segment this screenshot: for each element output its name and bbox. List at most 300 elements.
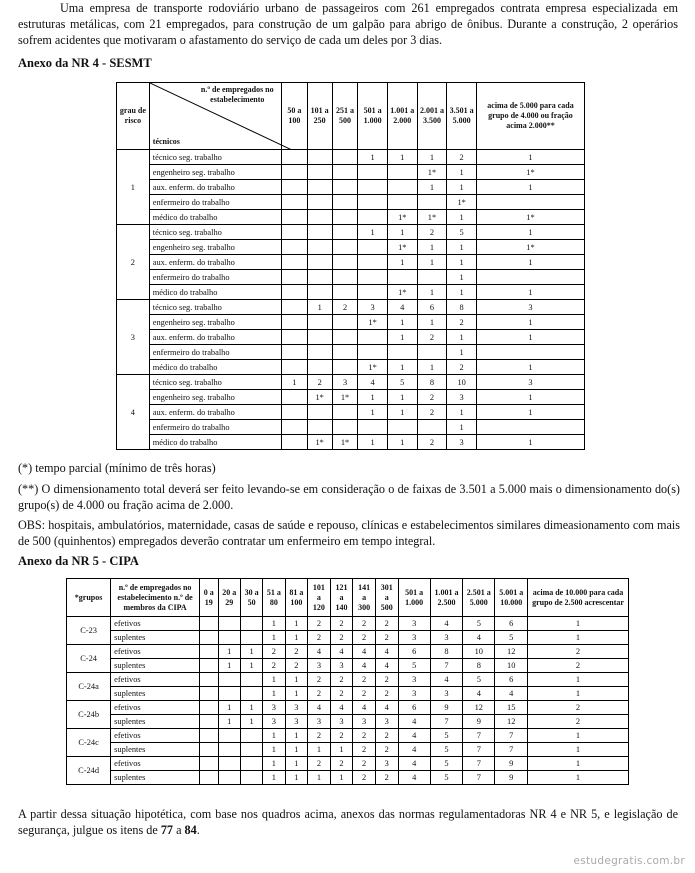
value-cell: 12 [495, 645, 528, 659]
value-cell: 3 [375, 757, 398, 771]
value-cell: 3 [285, 701, 308, 715]
value-cell: 1 [307, 300, 332, 315]
value-cell: 9 [430, 701, 462, 715]
value-cell: 10 [463, 645, 495, 659]
value-cell: 3 [330, 659, 353, 673]
tecnico-cell: engenheiro seg. trabalho [149, 165, 281, 180]
sesmt-col-header: acima de 5.000 para cada grupo de 4.000 ou fração acima 2.000** [476, 83, 584, 150]
value-cell [282, 240, 307, 255]
value-cell [218, 729, 240, 743]
grupo-cell: C-23 [67, 617, 111, 645]
value-cell [282, 255, 307, 270]
value-cell: 4 [495, 687, 528, 701]
value-cell: 1 [447, 285, 477, 300]
value-cell [200, 617, 219, 631]
value-cell: 1 [240, 701, 262, 715]
value-cell [240, 687, 262, 701]
value-cell: 15 [495, 701, 528, 715]
value-cell: 1 [240, 645, 262, 659]
value-cell: 4 [387, 300, 417, 315]
value-cell [358, 195, 388, 210]
value-cell: 1 [476, 315, 584, 330]
value-cell: 1 [476, 435, 584, 450]
value-cell: 6 [417, 300, 447, 315]
value-cell: 1 [417, 180, 447, 195]
tecnico-cell: técnico seg. trabalho [149, 150, 281, 165]
value-cell: 1 [285, 617, 308, 631]
value-cell: 1 [285, 729, 308, 743]
value-cell: 5 [430, 743, 462, 757]
value-cell: 1 [528, 687, 629, 701]
value-cell: 1 [285, 673, 308, 687]
value-cell [307, 150, 332, 165]
grau-cell: 2 [117, 225, 150, 300]
membros-cell: suplentes [111, 743, 200, 757]
value-cell [307, 210, 332, 225]
value-cell: 3 [353, 715, 376, 729]
value-cell [282, 405, 307, 420]
cipa-col-header: 501 a 1.000 [398, 579, 430, 617]
value-cell: 1 [285, 743, 308, 757]
grau-cell: 4 [117, 375, 150, 450]
value-cell [387, 195, 417, 210]
value-cell [307, 360, 332, 375]
value-cell [332, 150, 357, 165]
value-cell [218, 743, 240, 757]
value-cell: 1 [330, 771, 353, 785]
value-cell: 1 [263, 743, 285, 757]
sesmt-row [117, 240, 585, 255]
value-cell [282, 180, 307, 195]
value-cell: 4 [358, 375, 388, 390]
value-cell: 2 [528, 645, 629, 659]
value-cell [200, 659, 219, 673]
value-cell: 1 [358, 405, 388, 420]
value-cell: 8 [463, 659, 495, 673]
sesmt-col-header: 50 a 100 [282, 83, 307, 150]
value-cell: 1 [285, 757, 308, 771]
value-cell: 8 [417, 375, 447, 390]
membros-cell: suplentes [111, 659, 200, 673]
value-cell: 1 [387, 390, 417, 405]
value-cell [282, 330, 307, 345]
value-cell [358, 330, 388, 345]
value-cell: 2 [353, 631, 376, 645]
value-cell: 2 [308, 729, 331, 743]
cipa-col-header: 0 a 19 [200, 579, 219, 617]
value-cell: 4 [330, 701, 353, 715]
tecnico-cell: médico do trabalho [149, 285, 281, 300]
value-cell: 3 [476, 375, 584, 390]
value-cell: 5 [430, 771, 462, 785]
value-cell: 4 [375, 659, 398, 673]
membros-cell: efetivos [111, 645, 200, 659]
tecnico-cell: engenheiro seg. trabalho [149, 240, 281, 255]
value-cell [307, 240, 332, 255]
value-cell [387, 180, 417, 195]
value-cell: 1 [263, 729, 285, 743]
cipa-row [67, 659, 629, 673]
value-cell [476, 195, 584, 210]
diag-top-label: n.º de empregados no estabelecimento [200, 85, 274, 104]
value-cell: 1* [476, 210, 584, 225]
value-cell: 2 [528, 659, 629, 673]
watermark: estudegratis.com.br [573, 855, 685, 867]
value-cell: 1 [476, 285, 584, 300]
value-cell [307, 255, 332, 270]
value-cell: 2 [417, 390, 447, 405]
outro-period: . [196, 823, 200, 837]
value-cell [476, 345, 584, 360]
value-cell: 3 [308, 659, 331, 673]
membros-cell: suplentes [111, 687, 200, 701]
sesmt-col-header: 3.501 a 5.000 [447, 83, 477, 150]
value-cell: 4 [398, 771, 430, 785]
value-cell [307, 180, 332, 195]
value-cell: 1 [387, 315, 417, 330]
value-cell [387, 345, 417, 360]
grau-cell: 1 [117, 150, 150, 225]
value-cell [200, 687, 219, 701]
cipa-col-header: 51 a 80 [263, 579, 285, 617]
value-cell: 1* [387, 210, 417, 225]
outro-text: A partir dessa situação hipotética, com base nos quadros acima, anexos das normas regulamentadoras NR 4 e NR 5, e legislação de segurança, julgue os itens de [18, 807, 678, 837]
value-cell [240, 673, 262, 687]
cipa-row [67, 673, 629, 687]
value-cell [200, 701, 219, 715]
value-cell: 2 [375, 729, 398, 743]
sesmt-row [117, 420, 585, 435]
sesmt-row [117, 330, 585, 345]
value-cell: 4 [398, 729, 430, 743]
value-cell: 1 [476, 390, 584, 405]
value-cell: 2 [330, 687, 353, 701]
value-cell: 8 [430, 645, 462, 659]
value-cell: 1 [476, 255, 584, 270]
tecnico-cell: aux. enferm. do trabalho [149, 330, 281, 345]
value-cell: 3 [263, 701, 285, 715]
value-cell [307, 270, 332, 285]
value-cell [332, 285, 357, 300]
value-cell: 4 [308, 701, 331, 715]
sesmt-row [117, 165, 585, 180]
value-cell: 2 [330, 631, 353, 645]
value-cell: 1 [528, 771, 629, 785]
value-cell [282, 195, 307, 210]
value-cell [332, 195, 357, 210]
value-cell: 1 [417, 255, 447, 270]
value-cell: 2 [353, 743, 376, 757]
value-cell: 1 [308, 771, 331, 785]
value-cell: 1 [240, 715, 262, 729]
value-cell: 1 [263, 757, 285, 771]
value-cell: 1 [447, 240, 477, 255]
value-cell: 12 [463, 701, 495, 715]
value-cell: 2 [263, 659, 285, 673]
cipa-row [67, 715, 629, 729]
value-cell: 7 [463, 729, 495, 743]
value-cell: 3 [263, 715, 285, 729]
value-cell: 2 [375, 673, 398, 687]
value-cell: 1 [476, 330, 584, 345]
value-cell: 4 [375, 701, 398, 715]
cipa-row [67, 701, 629, 715]
value-cell: 2 [353, 729, 376, 743]
value-cell [282, 165, 307, 180]
value-cell: 2 [528, 701, 629, 715]
grau-cell: 3 [117, 300, 150, 375]
value-cell: 2 [308, 617, 331, 631]
value-cell: 1 [417, 150, 447, 165]
value-cell [282, 150, 307, 165]
value-cell: 1 [358, 150, 388, 165]
value-cell: 2 [308, 673, 331, 687]
tecnico-cell: enfermeiro do trabalho [149, 195, 281, 210]
value-cell: 5 [463, 673, 495, 687]
sesmt-row [117, 405, 585, 420]
value-cell: 3 [398, 617, 430, 631]
sesmt-row [117, 255, 585, 270]
note-obs: OBS: hospitais, ambulatórios, maternidade, casas de saúde e repouso, clínicas e estabelecimentos similares dimeasionamento com mais de 500 (quinhentos) empregados deverão contratar um enfermeiro em tempo integral. [18, 518, 680, 548]
value-cell: 1 [476, 360, 584, 375]
value-cell: 5 [430, 757, 462, 771]
value-cell: 1 [447, 180, 477, 195]
value-cell [332, 420, 357, 435]
value-cell: 2 [417, 435, 447, 450]
sesmt-row [117, 150, 585, 165]
value-cell [332, 210, 357, 225]
value-cell: 1 [330, 743, 353, 757]
value-cell [282, 315, 307, 330]
value-cell: 2 [308, 757, 331, 771]
sesmt-row [117, 435, 585, 450]
value-cell [332, 330, 357, 345]
value-cell [200, 743, 219, 757]
value-cell: 4 [353, 645, 376, 659]
sesmt-row [117, 375, 585, 390]
value-cell: 1 [417, 240, 447, 255]
tecnico-cell: técnico seg. trabalho [149, 225, 281, 240]
value-cell [358, 420, 388, 435]
tecnico-cell: médico do trabalho [149, 360, 281, 375]
sesmt-row [117, 390, 585, 405]
value-cell: 4 [353, 659, 376, 673]
value-cell: 1 [476, 180, 584, 195]
grupo-cell: C-24a [67, 673, 111, 701]
value-cell [200, 631, 219, 645]
value-cell: 3 [398, 631, 430, 645]
cipa-col-header: 101 a 120 [308, 579, 331, 617]
value-cell: 1 [358, 390, 388, 405]
tecnico-cell: médico do trabalho [149, 435, 281, 450]
value-cell [282, 360, 307, 375]
value-cell [218, 757, 240, 771]
value-cell: 2 [375, 687, 398, 701]
value-cell: 4 [398, 743, 430, 757]
value-cell: 1* [307, 390, 332, 405]
cipa-row [67, 687, 629, 701]
sesmt-row [117, 195, 585, 210]
sesmt-col-header: 251 a 500 [332, 83, 357, 150]
value-cell: 4 [398, 715, 430, 729]
value-cell: 3 [430, 687, 462, 701]
value-cell [307, 420, 332, 435]
sesmt-row [117, 180, 585, 195]
cipa-col-header: acima de 10.000 para cada grupo de 2.500 acrescentar [528, 579, 629, 617]
value-cell: 2 [353, 771, 376, 785]
value-cell: 1 [387, 225, 417, 240]
value-cell [307, 225, 332, 240]
value-cell: 2 [528, 715, 629, 729]
value-cell: 1 [282, 375, 307, 390]
value-cell [332, 165, 357, 180]
value-cell [387, 165, 417, 180]
value-cell [417, 270, 447, 285]
value-cell [358, 210, 388, 225]
value-cell: 1 [387, 360, 417, 375]
value-cell: 2 [375, 743, 398, 757]
value-cell: 12 [495, 715, 528, 729]
tecnico-cell: enfermeiro do trabalho [149, 270, 281, 285]
value-cell: 8 [447, 300, 477, 315]
value-cell [417, 195, 447, 210]
cipa-row [67, 771, 629, 785]
value-cell: 7 [463, 757, 495, 771]
value-cell: 1 [308, 743, 331, 757]
value-cell: 3 [476, 300, 584, 315]
sesmt-col-header: 2.001 a 3.500 [417, 83, 447, 150]
cipa-row [67, 617, 629, 631]
value-cell: 3 [398, 687, 430, 701]
value-cell: 2 [417, 330, 447, 345]
value-cell: 4 [430, 673, 462, 687]
value-cell [358, 255, 388, 270]
value-cell [282, 225, 307, 240]
value-cell [476, 270, 584, 285]
grupo-cell: C-24 [67, 645, 111, 673]
value-cell: 1 [218, 659, 240, 673]
value-cell: 1 [528, 631, 629, 645]
value-cell: 1 [218, 715, 240, 729]
cipa-col-header: 5.001 a 10.000 [495, 579, 528, 617]
value-cell: 6 [398, 645, 430, 659]
value-cell: 2 [447, 150, 477, 165]
value-cell: 1 [240, 659, 262, 673]
cipa-col-header: 20 a 29 [218, 579, 240, 617]
value-cell: 5 [398, 659, 430, 673]
value-cell: 1 [528, 757, 629, 771]
cipa-row [67, 631, 629, 645]
value-cell: 1 [358, 435, 388, 450]
value-cell: 3 [430, 631, 462, 645]
sesmt-row [117, 270, 585, 285]
value-cell [307, 345, 332, 360]
value-cell: 1* [476, 240, 584, 255]
value-cell [282, 390, 307, 405]
note-partial-time: (*) tempo parcial (mínimo de três horas) [18, 461, 216, 475]
value-cell: 5 [430, 729, 462, 743]
value-cell: 1 [447, 405, 477, 420]
sesmt-row [117, 345, 585, 360]
value-cell [218, 771, 240, 785]
value-cell: 1 [417, 285, 447, 300]
value-cell: 1 [387, 150, 417, 165]
value-cell [358, 180, 388, 195]
outro-paragraph [18, 806, 678, 838]
value-cell: 2 [330, 617, 353, 631]
value-cell [218, 687, 240, 701]
value-cell [282, 300, 307, 315]
value-cell: 6 [495, 673, 528, 687]
tecnico-cell: aux. enferm. do trabalho [149, 405, 281, 420]
value-cell: 7 [495, 743, 528, 757]
sesmt-col-header: 501 a 1.000 [358, 83, 388, 150]
value-cell: 1 [263, 687, 285, 701]
membros-cell: suplentes [111, 715, 200, 729]
value-cell [387, 270, 417, 285]
value-cell: 1* [476, 165, 584, 180]
membros-cell: suplentes [111, 771, 200, 785]
value-cell: 6 [398, 701, 430, 715]
value-cell [200, 729, 219, 743]
value-cell [332, 225, 357, 240]
value-cell [332, 345, 357, 360]
value-cell: 2 [353, 687, 376, 701]
cipa-row [67, 645, 629, 659]
value-cell [282, 210, 307, 225]
value-cell: 1 [285, 687, 308, 701]
sesmt-col-header: 101 a 250 [307, 83, 332, 150]
value-cell: 1 [528, 617, 629, 631]
value-cell: 1* [417, 165, 447, 180]
value-cell: 2 [447, 360, 477, 375]
value-cell: 3 [375, 715, 398, 729]
value-cell: 1 [528, 729, 629, 743]
value-cell: 1 [387, 255, 417, 270]
value-cell: 1 [447, 270, 477, 285]
tecnico-cell: engenheiro seg. trabalho [149, 390, 281, 405]
value-cell [358, 285, 388, 300]
tecnico-cell: enfermeiro do trabalho [149, 420, 281, 435]
value-cell: 1 [417, 315, 447, 330]
value-cell [200, 645, 219, 659]
value-cell [240, 771, 262, 785]
value-cell: 2 [285, 659, 308, 673]
membros-cell: suplentes [111, 631, 200, 645]
cipa-col-header: 301 a 500 [375, 579, 398, 617]
value-cell [282, 420, 307, 435]
value-cell [307, 405, 332, 420]
grupos-header: *grupos [67, 579, 111, 617]
value-cell [358, 345, 388, 360]
value-cell [332, 405, 357, 420]
value-cell: 3 [447, 435, 477, 450]
value-cell [307, 330, 332, 345]
value-cell: 2 [263, 645, 285, 659]
value-cell: 3 [332, 375, 357, 390]
value-cell [332, 255, 357, 270]
value-cell [332, 270, 357, 285]
membros-cell: efetivos [111, 729, 200, 743]
outro-item-end: 84 [184, 823, 197, 837]
membros-cell: efetivos [111, 701, 200, 715]
value-cell: 2 [330, 673, 353, 687]
membros-cell: efetivos [111, 617, 200, 631]
value-cell: 1 [447, 330, 477, 345]
value-cell: 1* [447, 195, 477, 210]
cipa-label-header: n.º de empregados no estabelecimento n.º de membros da CIPA [111, 579, 200, 617]
sesmt-row [117, 315, 585, 330]
